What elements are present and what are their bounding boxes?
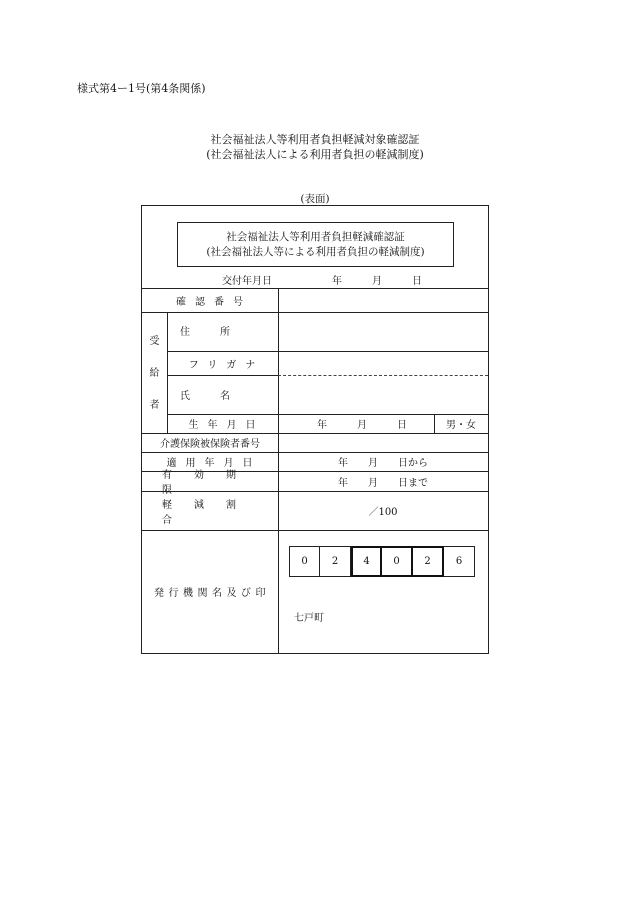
issuer-label: 発行機関名及び印 [154,588,270,599]
birthdate-label: 生年月日 [188,420,265,431]
valid-period-value: 年 月 日まで [338,477,428,489]
apply-date-label: 適用年月日 [166,458,262,469]
confirm-number-label: 確認番号 [176,296,252,308]
document-subtitle: (社会福祉法人による利用者負担の軽減制度) [206,148,424,161]
recipient-label-1: 受 [149,335,160,347]
sex-value: 男・女 [446,420,476,431]
issuer-code-digit: 6 [444,546,475,577]
issuer-name: 七戸町 [294,612,324,624]
reduction-label: 軽減割合 [162,499,258,526]
recipient-label-2: 給 [149,367,160,379]
valid-period-label: 有効期限 [162,470,258,496]
issuer-code-digit: 2 [320,546,351,577]
issuer-code-digit: 0 [382,546,413,577]
card-subtitle: (社会福祉法人等による利用者負担の軽減制度) [206,246,425,258]
document-title: 社会福祉法人等利用者負担軽減対象確認証 [210,133,420,146]
name-label: 氏 名 [180,390,230,402]
reduction-value: ／100 [368,507,398,518]
issue-date-value: 年 月 日 [332,275,422,287]
issuer-code-digit: 4 [351,546,382,577]
card-title-box [177,222,454,267]
apply-date-value: 年 月 日から [338,458,428,469]
furigana-label: フリガナ [188,359,265,371]
confirmation-card [141,205,489,654]
address-label: 住 所 [180,326,230,338]
form-number: 様式第4ー1号(第4条関係) [77,82,206,95]
birthdate-value: 年 月 日 [317,420,407,431]
issuer-code-digit: 0 [289,546,320,577]
issuer-code [289,546,475,577]
issuer-code-digit: 2 [413,546,444,577]
recipient-label-3: 者 [149,399,160,411]
face-label: (表面) [300,193,330,205]
insured-number-label: 介護保険被保険者番号 [160,439,260,450]
card-title: 社会福祉法人等利用者負担軽減確認証 [226,231,405,243]
issue-date-label: 交付年月日 [222,275,272,287]
